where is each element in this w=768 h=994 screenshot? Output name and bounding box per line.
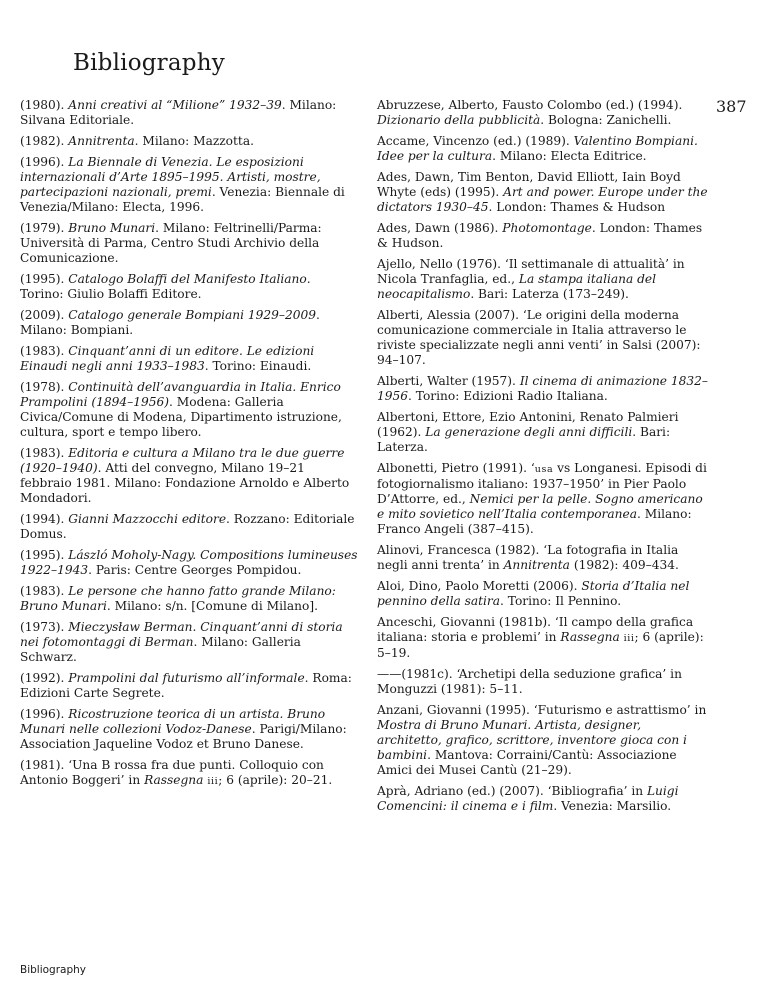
bibliography-entry: (1973). Mieczysław Berman. Cinquant’anni di storia nei fotomontaggi di Berman. Milano: Galleria Schwarz. <box>20 620 343 664</box>
bibliography-entry: (1996). Ricostruzione teorica di un artista. Bruno Munari nelle collezioni Vodoz-Danese. Parigi/Milano: Association Jaqueline Vodoz et Bruno Danese. <box>20 707 347 751</box>
bibliography-entry: (1983). Le persone che hanno fatto grande Milano: Bruno Munari. Milano: s/n. [Comune di Milano]. <box>20 584 336 613</box>
entry-title: Bruno Munari <box>68 221 156 235</box>
entry-title: Catalogo Bolaffi del Manifesto Italiano <box>68 272 307 286</box>
entry-title: La generazione degli anni difficili <box>425 425 633 439</box>
bibliography-entry: Ades, Dawn (1986). Photomontage. London: Thames & Hudson. <box>377 221 703 250</box>
entry-title: Editoria e cultura a Milano tra le due guerre (1920–1940) <box>20 446 345 475</box>
entry-title: Photomontage <box>502 221 592 235</box>
small-caps-text: iii <box>623 633 635 644</box>
bibliography-entry: (1980). Anni creativi al “Milione” 1932–39. Milano: Silvana Editoriale. <box>20 98 337 127</box>
bibliography-entry: Alberti, Alessia (2007). ‘Le origini della moderna comunicazione commerciale in Italia attraverso le riviste specializzate negli anni venti’ in Salsi (2007): 94–107. <box>377 308 701 367</box>
entry-title: Mostra di Bruno Munari. Artista, designer, architetto, grafico, scrittore, inventore gioca con i bambini <box>377 718 687 762</box>
bibliography-entry: (1983). Cinquant’anni di un editore. Le edizioni Einaudi negli anni 1933–1983. Torino: Einaudi. <box>20 344 315 373</box>
entry-title: Continuità dell’avanguardia in Italia. Enrico Prampolini (1894–1956) <box>20 380 341 409</box>
small-caps-text: usa <box>534 464 554 475</box>
running-footer: Bibliography <box>20 964 86 976</box>
bibliography-entry: (1995). László Moholy-Nagy. Compositions lumineuses 1922–1943. Paris: Centre Georges Pompidou. <box>20 548 358 577</box>
page-title: Bibliography <box>73 50 225 77</box>
bibliography-entry: (1995). Catalogo Bolaffi del Manifesto Italiano. Torino: Giulio Bolaffi Editore. <box>20 272 311 301</box>
bibliography-entry: Anceschi, Giovanni (1981b). ‘Il campo della grafica italiana: storia e problemi’ in Rassegna iii; 6 (aprile): 5–19. <box>377 615 704 660</box>
bibliography-entry: Ajello, Nello (1976). ‘Il settimanale di attualità’ in Nicola Tranfaglia, ed., La stampa italiana del neocapitalismo. Bari: Laterza (173–249). <box>377 257 685 301</box>
entry-title: Catalogo generale Bompiani 1929–2009 <box>68 308 317 322</box>
small-caps-text: iii <box>207 776 219 787</box>
entry-title: Rassegna <box>144 773 204 787</box>
entry-title: Le persone che hanno fatto grande Milano: Bruno Munari <box>20 584 336 613</box>
bibliography-entry: (1982). Annitrenta. Milano: Mazzotta. <box>20 134 254 148</box>
bibliography-left-column <box>20 98 358 795</box>
entry-title: Rassegna <box>560 630 620 644</box>
entry-title: Dizionario della pubblicità <box>377 113 541 127</box>
bibliography-entry: (1981). ‘Una B rossa fra due punti. Colloquio con Antonio Boggeri’ in Rassegna iii; 6 (aprile): 20–21. <box>20 758 333 787</box>
entry-title: Mieczysław Berman. Cinquant’anni di storia nei fotomontaggi di Berman <box>20 620 343 649</box>
entry-title: Cinquant’anni di un editore. Le edizioni Einaudi negli anni 1933–1983 <box>20 344 315 373</box>
entry-title: Valentino Bompiani. Idee per la cultura <box>377 134 698 163</box>
bibliography-right-column <box>377 98 709 820</box>
entry-title: Nemici per la pelle. Sogno americano e mito sovietico nell’Italia contemporanea <box>377 492 703 521</box>
bibliography-entry: Abruzzese, Alberto, Fausto Colombo (ed.) (1994). Dizionario della pubblicità. Bologna: Zanichelli. <box>377 98 683 127</box>
bibliography-entry: (2009). Catalogo generale Bompiani 1929–2009. Milano: Bompiani. <box>20 308 320 337</box>
bibliography-entry: Albertoni, Ettore, Ezio Antonini, Renato Palmieri (1962). La generazione degli anni difficili. Bari: Laterza. <box>377 410 679 454</box>
bibliography-entry: Alberti, Walter (1957). Il cinema di animazione 1832–1956. Torino: Edizioni Radio Italiana. <box>377 374 708 403</box>
bibliography-entry: (1996). La Biennale di Venezia. Le esposizioni internazionali d’Arte 1895–1995. Artisti, mostre, partecipazioni nazionali, premi. Venezia: Biennale di Venezia/Milano: Electa, 1996. <box>20 155 345 214</box>
entry-title: Luigi Comencini: il cinema e i film <box>377 784 679 813</box>
bibliography-entry: (1983). Editoria e cultura a Milano tra le due guerre (1920–1940). Atti del convegno, Milano 19–21 febbraio 1981. Milano: Fondazione Arnoldo e Alberto Mondadori. <box>20 446 350 505</box>
bibliography-entry: ——(1981c). ‘Archetipi della seduzione grafica’ in Monguzzi (1981): 5–11. <box>377 667 682 696</box>
bibliography-entry: Ades, Dawn, Tim Benton, David Elliott, Iain Boyd Whyte (eds) (1995). Art and power. Europe under the dictators 1930–45. London: Thames & Hudson <box>377 170 708 214</box>
entry-title: Annitrenta <box>503 558 570 572</box>
bibliography-entry: (1994). Gianni Mazzocchi editore. Rozzano: Editoriale Domus. <box>20 512 355 541</box>
entry-title: Anni creativi al “Milione” 1932–39 <box>68 98 282 112</box>
entry-title: Annitrenta <box>68 134 135 148</box>
entry-title: Il cinema di animazione 1832–1956 <box>377 374 708 403</box>
entry-title: La Biennale di Venezia. Le esposizioni internazionali d’Arte 1895–1995. Artisti, mostre, partecipazioni nazionali, premi <box>20 155 321 199</box>
entry-title: Gianni Mazzocchi editore <box>68 512 227 526</box>
entry-title: Art and power. Europe under the dictators 1930–45 <box>377 185 708 214</box>
bibliography-entry: Anzani, Giovanni (1995). ‘Futurismo e astrattismo’ in Mostra di Bruno Munari. Artista, designer, architetto, grafico, scrittore, inventore gioca con i bambini. Mantova: Corraini/Cantù: Associazione Amici dei Musei Cantù (21–29). <box>377 703 707 777</box>
entry-title: Storia d’Italia nel pennino della satira <box>377 579 690 608</box>
bibliography-entry: (1979). Bruno Munari. Milano: Feltrinelli/Parma: Università di Parma, Centro Studi Archivio della Comunicazione. <box>20 221 322 265</box>
page-number: 387 <box>716 97 747 116</box>
entry-title: La stampa italiana del neocapitalismo <box>377 272 657 301</box>
bibliography-entry: (1978). Continuità dell’avanguardia in Italia. Enrico Prampolini (1894–1956). Modena: Galleria Civica/Comune di Modena, Dipartimento istruzione, cultura, sport e tempo libero. <box>20 380 342 439</box>
bibliography-entry: Accame, Vincenzo (ed.) (1989). Valentino Bompiani. Idee per la cultura. Milano: Electa Editrice. <box>377 134 698 163</box>
entry-title: Ricostruzione teorica di un artista. Bruno Munari nelle collezioni Vodoz-Danese <box>20 707 326 736</box>
bibliography-entry: Alinovi, Francesca (1982). ‘La fotografia in Italia negli anni trenta’ in Annitrenta (1982): 409–434. <box>377 543 679 572</box>
bibliography-entry: (1992). Prampolini dal futurismo all’informale. Roma: Edizioni Carte Segrete. <box>20 671 352 700</box>
entry-title: László Moholy-Nagy. Compositions lumineuses 1922–1943 <box>20 548 358 577</box>
entry-title: Prampolini dal futurismo all’informale <box>68 671 305 685</box>
bibliography-entry: Aloi, Dino, Paolo Moretti (2006). Storia d’Italia nel pennino della satira. Torino: Il Pennino. <box>377 579 690 608</box>
bibliography-entry: Aprà, Adriano (ed.) (2007). ‘Bibliografia’ in Luigi Comencini: il cinema e i film. Venezia: Marsilio. <box>377 784 679 813</box>
bibliography-entry: Albonetti, Pietro (1991). ‘usa vs Longanesi. Episodi di fotogiornalismo italiano: 1937–1950’ in Pier Paolo D’Attorre, ed., Nemici per la pelle. Sogno americano e mito sovietico nell’Italia contemporanea. Milano: Franco Angeli (387–415). <box>377 461 707 536</box>
